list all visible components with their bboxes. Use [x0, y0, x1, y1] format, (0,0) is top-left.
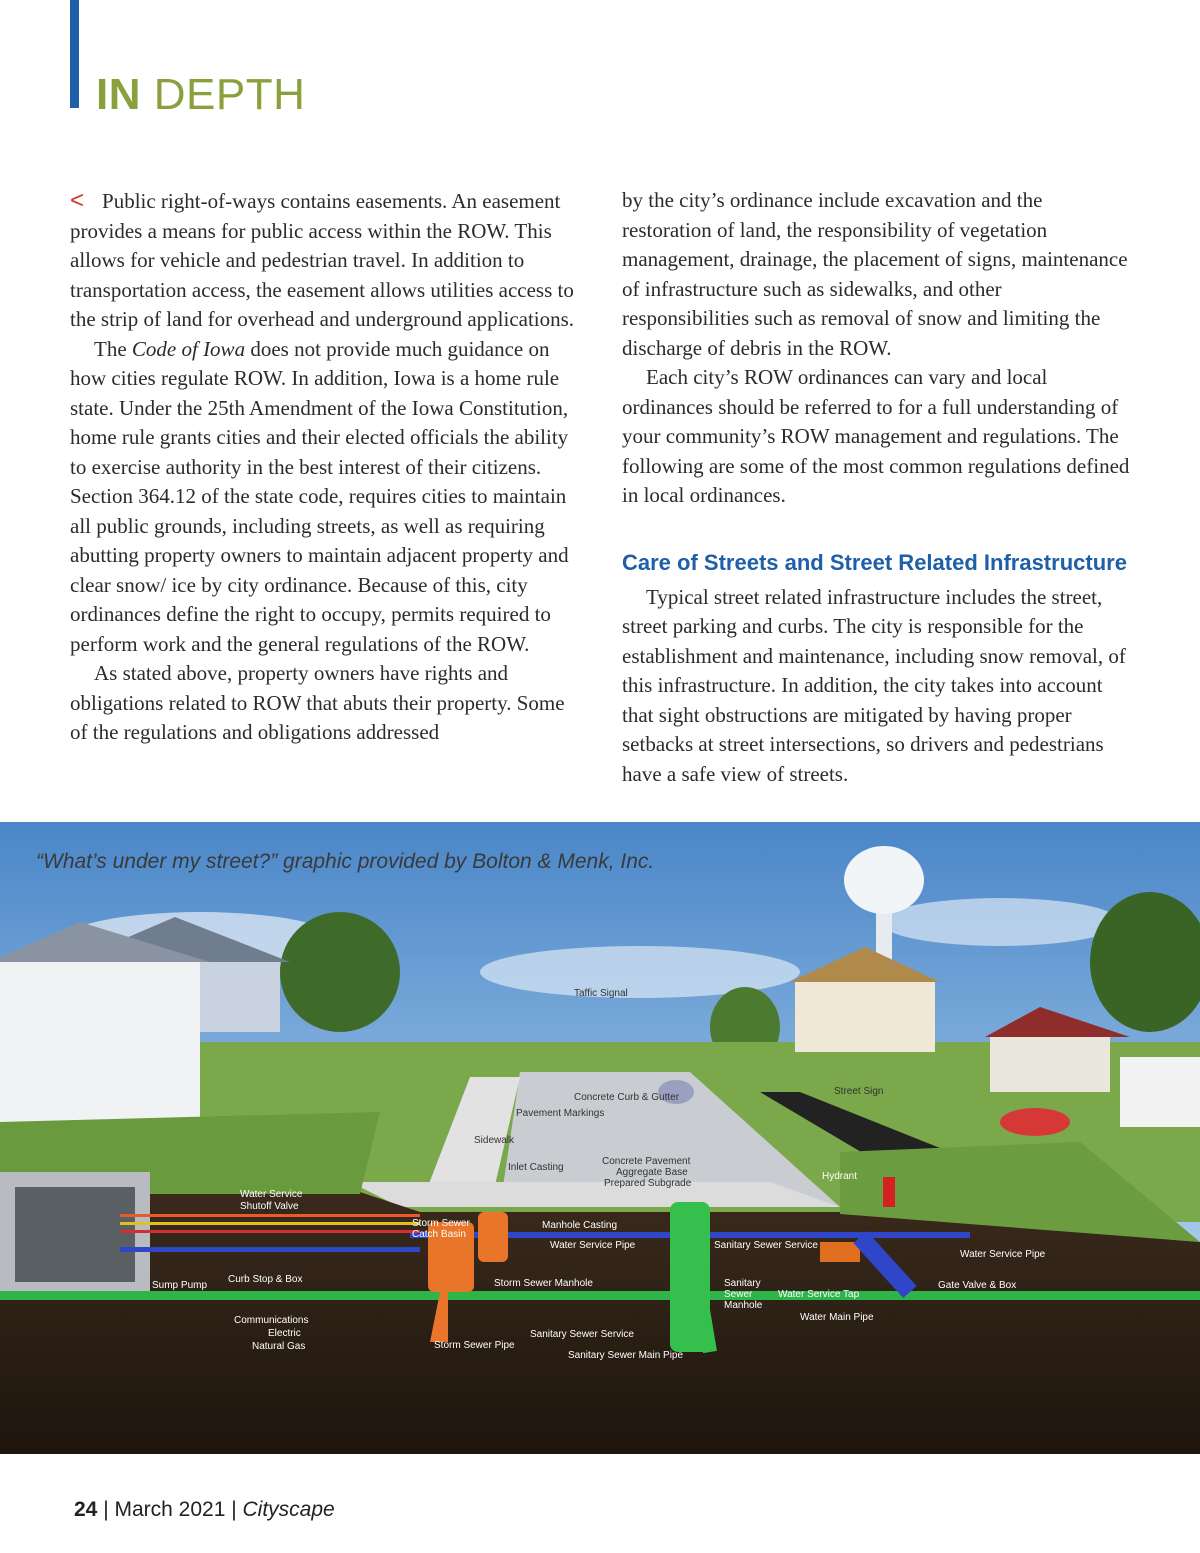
label-electric: Electric — [268, 1328, 301, 1339]
label-water-shutoff: Water Service — [240, 1189, 303, 1200]
paragraph-text: does not provide much guidance on how cities regulate ROW. In addition, Iowa is a home rule state. Under the 25th Amendment of the Iowa Constitution, home rule grants cities and their elected officials the ability to exercise authority in the best interest of their citizens. Section 364.12 of the state code, requires cities to maintain all public grounds, including streets, as well as requiring abutting property owners to maintain adjacent property and clear snow/ ice by city ordinance. Because of this, city ordinances define the right to occupy, permits required to perform work and the general regulations of the ROW. — [70, 336, 569, 656]
label-curb-stop: Curb Stop & Box — [228, 1274, 303, 1285]
label-storm-catch-basin: Catch Basin — [412, 1229, 466, 1240]
label-aggregate-base: Aggregate Base — [616, 1167, 688, 1178]
accent-bar — [70, 0, 79, 108]
header-bold: IN — [96, 70, 141, 119]
label-sanitary-main: Sanitary Sewer Main Pipe — [568, 1350, 684, 1361]
magazine-name: Cityscape — [242, 1498, 335, 1521]
label-natural-gas: Natural Gas — [252, 1341, 306, 1352]
label-sump-pump: Sump Pump — [152, 1280, 208, 1291]
label-pavement-markings: Pavement Markings — [516, 1108, 605, 1119]
label-concrete-pavement: Concrete Pavement — [602, 1156, 691, 1167]
label-traffic-signal: Taffic Signal — [574, 988, 628, 999]
header-rest: DEPTH — [141, 70, 306, 119]
graphic-caption: “What’s under my street?” graphic provided by Bolton & Menk, Inc. — [36, 850, 655, 873]
label-sanitary-manhole: Sanitary — [724, 1278, 761, 1289]
paragraph: As stated above, property owners have rights and obligations related to ROW that abuts their property. Some of the regulations and obligations addressed — [70, 661, 565, 744]
label-hydrant: Hydrant — [822, 1171, 858, 1182]
label-sidewalk: Sidewalk — [474, 1135, 515, 1146]
page-footer — [74, 1498, 335, 1522]
label-gate-valve: Gate Valve & Box — [938, 1280, 1017, 1291]
page-number: 24 — [74, 1498, 98, 1521]
paragraph: Each city’s ROW ordinances can vary and local ordinances should be referred to for a full understanding of your community’s ROW management and regulations. The following are some of the most common regulations defined in local ordinances. — [622, 365, 1130, 507]
paragraph — [70, 335, 582, 660]
section-header — [96, 68, 305, 122]
label-prepared-subgrade: Prepared Subgrade — [604, 1178, 692, 1189]
label-communications: Communications — [234, 1315, 309, 1326]
label-water-service-pipe-left: Water Service Pipe — [550, 1240, 636, 1251]
label-sanitary-service-top: Sanitary Sewer Service — [714, 1240, 818, 1251]
label-water-shutoff: Shutoff Valve — [240, 1201, 299, 1212]
paragraph-text: Public right-of-ways contains easements. An easement provides a means for public access within the ROW. This allows for vehicle and pedestrian travel. In addition to transportation access, the easement allows utilities access to the strip of land for overhead and underground applications. — [70, 189, 575, 331]
label-storm-catch-basin: Storm Sewer — [412, 1218, 470, 1229]
label-storm-pipe: Storm Sewer Pipe — [434, 1340, 515, 1351]
label-sanitary-service-bottom: Sanitary Sewer Service — [530, 1329, 634, 1340]
label-water-service-pipe-right: Water Service Pipe — [960, 1249, 1046, 1260]
column-left — [70, 186, 582, 748]
paragraph: by the city’s ordinance include excavation and the restoration of land, the responsibility of vegetation management, drainage, the placement of signs, maintenance of infrastructure such as sidewalks, and other responsibilities such as removal of snow and limiting the discharge of debris in the ROW. — [622, 188, 1128, 360]
underground-infrastructure-graphic — [0, 822, 1200, 1454]
label-concrete-curb: Concrete Curb & Gutter — [574, 1092, 680, 1103]
subheading: Care of Streets and Street Related Infrastructure — [622, 549, 1127, 575]
column-right — [622, 186, 1134, 789]
label-water-service-tap: Water Service Tap — [778, 1289, 860, 1300]
continue-marker-icon: < — [70, 187, 85, 214]
label-water-main: Water Main Pipe — [800, 1312, 874, 1323]
footer-date: | March 2021 | — [97, 1498, 243, 1521]
label-inlet-casting: Inlet Casting — [508, 1162, 564, 1173]
paragraph — [70, 186, 582, 335]
label-street-sign: Street Sign — [834, 1086, 884, 1097]
label-storm-manhole: Storm Sewer Manhole — [494, 1278, 593, 1289]
paragraph: Typical street related infrastructure includes the street, street parking and curbs. The city is responsible for the establishment and maintenance, including snow removal, of this infrastructure. In addition, the city takes into account that sight obstructions are mitigated by having proper setbacks at street intersections, so drivers and pedestrians have a safe view of streets. — [622, 584, 1126, 786]
label-sanitary-manhole: Sewer — [724, 1289, 753, 1300]
label-sanitary-manhole: Manhole — [724, 1300, 763, 1311]
paragraph-text: The — [94, 336, 132, 361]
label-manhole-casting: Manhole Casting — [542, 1220, 618, 1231]
code-title: Code of Iowa — [131, 336, 246, 361]
